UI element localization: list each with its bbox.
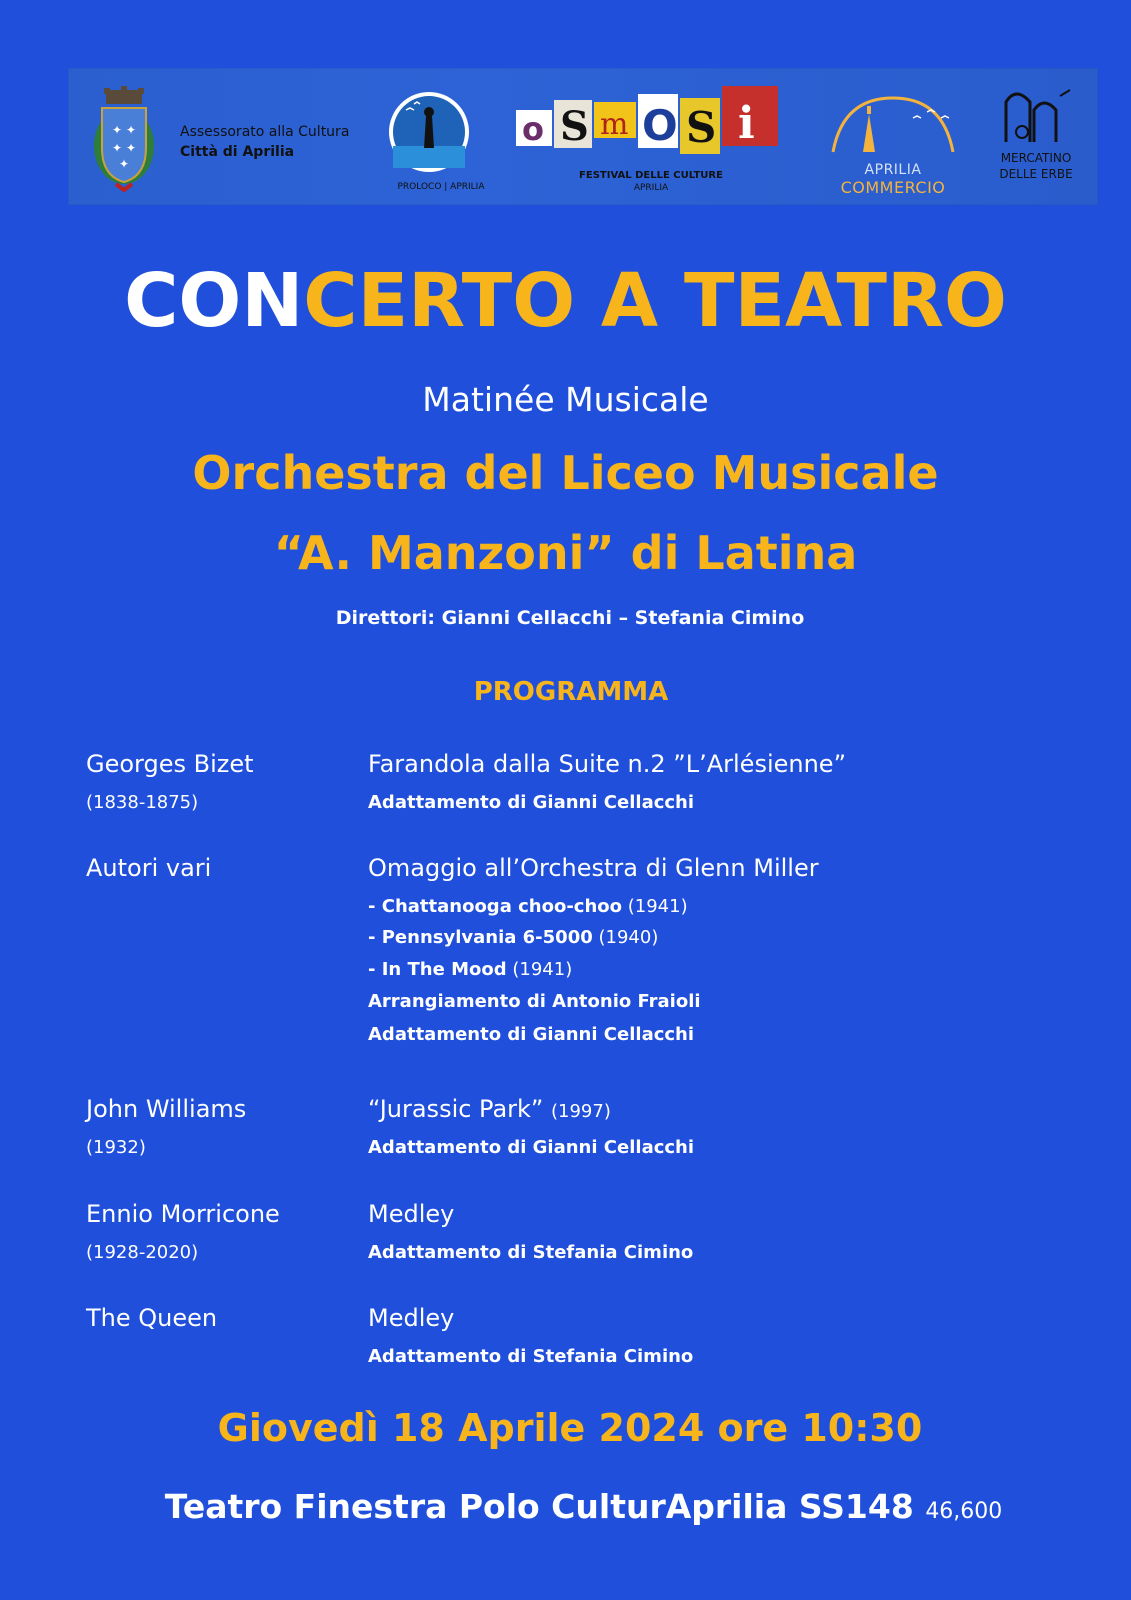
- piece-item: [368, 959, 572, 980]
- orchestra-line2: “A. Manzoni” di Latina: [273, 526, 858, 580]
- aprilia-crest-logo: [88, 84, 160, 194]
- work-title: “Jurassic Park”: [368, 1095, 544, 1123]
- piece-year: (1941): [512, 959, 573, 980]
- venue-name: Teatro Finestra Polo CulturAprilia SS148: [164, 1487, 914, 1526]
- sponsor-banner: [68, 68, 1098, 205]
- work-note: Adattamento di Stefania Cimino: [368, 1242, 694, 1263]
- programma-heading: PROGRAMMA: [473, 677, 669, 707]
- piece-title: - In The Mood: [368, 959, 507, 980]
- work-year: (1997): [551, 1101, 611, 1122]
- directors: Direttori: Gianni Cellacchi – Stefania Cimino: [335, 607, 805, 629]
- composer-name: The Queen: [86, 1304, 218, 1332]
- proloco-logo: [386, 86, 485, 196]
- assessorato-line1: Assessorato alla Cultura: [180, 124, 350, 140]
- title-part-certo: CERTO A TEATRO: [303, 258, 1007, 344]
- mercatino-line1: MERCATINO: [1000, 151, 1072, 165]
- event-date: Giovedì 18 Aprile 2024 ore 10:30: [217, 1406, 923, 1450]
- commercio-text: COMMERCIO: [840, 178, 946, 197]
- work-title: Medley: [368, 1304, 455, 1332]
- composer-name: Georges Bizet: [86, 750, 254, 778]
- svg-text:✦: ✦: [126, 141, 137, 155]
- work-title: Farandola dalla Suite n.2 ”L’Arlésienne”: [368, 750, 846, 778]
- composer-dates: (1928-2020): [86, 1242, 199, 1263]
- svg-text:✦: ✦: [119, 157, 130, 171]
- assessorato-text: [180, 122, 349, 162]
- osmosi-festival-logo: [516, 80, 786, 200]
- mercatino-line2: DELLE ERBE: [999, 167, 1073, 181]
- poster-title: [0, 258, 1131, 344]
- osmosi-subtitle: FESTIVAL DELLE CULTURE: [579, 170, 723, 181]
- svg-text:✦: ✦: [112, 123, 123, 137]
- work-title: Medley: [368, 1200, 455, 1228]
- svg-text:O: O: [642, 101, 678, 150]
- svg-text:m: m: [600, 107, 629, 142]
- title-part-con: CON: [124, 258, 304, 344]
- assessorato-line2: Città di Aprilia: [180, 144, 295, 160]
- work-note: Adattamento di Gianni Cellacchi: [368, 1137, 695, 1158]
- svg-text:o: o: [522, 110, 544, 148]
- piece-item: [368, 927, 658, 948]
- svg-text:S: S: [560, 103, 589, 150]
- orchestra-line1: Orchestra del Liceo Musicale: [192, 446, 939, 500]
- piece-item: [368, 896, 688, 917]
- work-title: Omaggio all’Orchestra di Glenn Miller: [368, 854, 819, 882]
- event-venue: [0, 1487, 1131, 1526]
- svg-text:S: S: [686, 103, 717, 152]
- proloco-text: PROLOCO | APRILIA: [397, 182, 485, 192]
- composer-name: John Williams: [86, 1095, 247, 1123]
- composer-name: Autori vari: [86, 854, 212, 882]
- piece-year: (1941): [627, 896, 688, 917]
- subtitle-matinee: Matinée Musicale: [422, 380, 709, 419]
- composer-dates: (1932): [86, 1137, 146, 1158]
- work-note: Arrangiamento di Antonio Fraioli: [368, 991, 701, 1012]
- composer-dates: (1838-1875): [86, 792, 199, 813]
- work-note: Adattamento di Stefania Cimino: [368, 1346, 694, 1367]
- piece-title: - Chattanooga choo-choo: [368, 896, 623, 917]
- composer-name: Ennio Morricone: [86, 1200, 280, 1228]
- svg-text:✦: ✦: [112, 141, 123, 155]
- piece-year: (1940): [598, 927, 659, 948]
- work-title-line: [368, 1095, 611, 1123]
- osmosi-city: APRILIA: [633, 183, 669, 193]
- aprilia-commercio-logo: [823, 92, 963, 197]
- svg-text:i: i: [738, 98, 755, 149]
- work-note: Adattamento di Gianni Cellacchi: [368, 1024, 695, 1045]
- aprilia-text-top: APRILIA: [864, 162, 922, 178]
- piece-title: - Pennsylvania 6-5000: [368, 927, 593, 948]
- mercatino-delle-erbe-logo: [986, 82, 1086, 197]
- venue-km: 46,600: [925, 1499, 1003, 1524]
- work-note: Adattamento di Gianni Cellacchi: [368, 792, 695, 813]
- svg-text:✦: ✦: [126, 123, 137, 137]
